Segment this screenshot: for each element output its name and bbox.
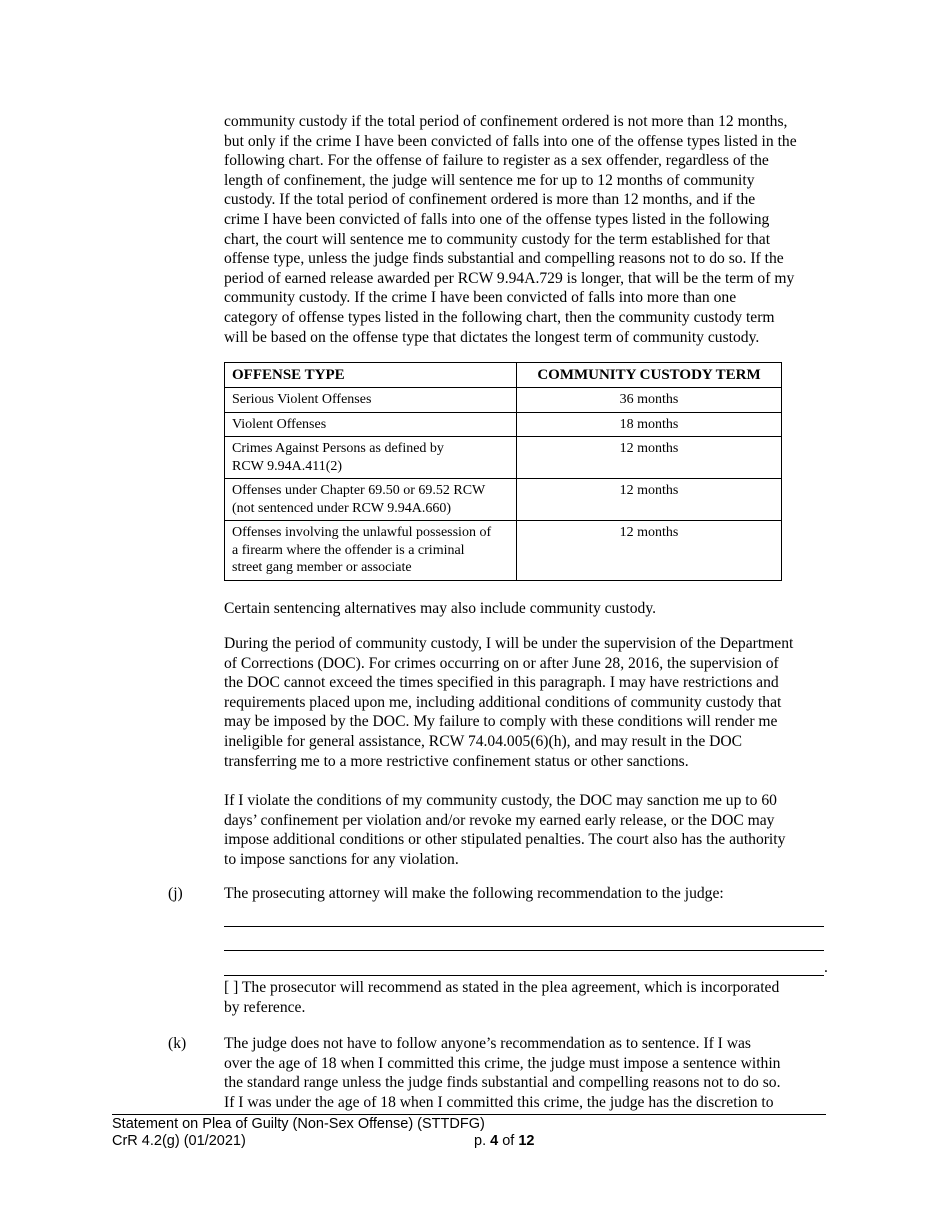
offense-line: (not sentenced under RCW 9.94A.660)	[232, 500, 452, 516]
text-line: community custody. If the crime I have been convicted of falls into more than one	[224, 289, 737, 307]
line-end-period: .	[824, 959, 828, 976]
offense-line: Offenses involving the unlawful possession of	[232, 525, 492, 540]
text-line: the DOC cannot exceed the times specified in this paragraph. I may have restrictions and	[224, 674, 779, 692]
term-cell: 12 months	[517, 521, 782, 581]
footer-form-code: CrR 4.2(g) (01/2021)	[112, 1133, 246, 1149]
term-cell: 12 months	[517, 479, 782, 521]
text-line: by reference.	[224, 998, 306, 1016]
offense-line: Serious Violent Offenses	[232, 392, 372, 407]
offense-line: street gang member or associate	[232, 560, 412, 575]
offense-cell	[225, 388, 517, 413]
text-line: community custody if the total period of confinement ordered is not more than 12 months,	[224, 113, 788, 130]
offense-line: a firearm where the offender is a criminal	[232, 542, 465, 558]
text-line: to impose sanctions for any violation.	[224, 850, 459, 868]
text-line: If I was under the age of 18 when I committed this crime, the judge has the discretion to	[224, 1093, 774, 1111]
text-line: During the period of community custody, I will be under the supervision of the Department	[224, 635, 794, 652]
text-line: ineligible for general assistance, RCW 74.04.005(6)(h), and may result in the DOC	[224, 732, 743, 750]
offense-line: Crimes Against Persons as defined by	[232, 441, 444, 456]
page-total: 12	[518, 1133, 535, 1149]
page-number	[474, 1133, 535, 1149]
community-custody-table	[224, 362, 782, 581]
text-line: of Corrections (DOC). For crimes occurring on or after June 28, 2016, the supervision of	[224, 654, 779, 672]
offense-type-header: OFFENSE TYPE	[225, 363, 517, 388]
offense-line: Violent Offenses	[232, 416, 327, 432]
text-line: The judge does not have to follow anyone’s recommendation as to sentence. If I was	[224, 1035, 751, 1052]
text-line: custody. If the total period of confinement ordered is more than 12 months, and if the	[224, 191, 756, 209]
text-line: impose additional conditions or other stipulated penalties. The court also has the authority	[224, 831, 786, 849]
community-custody-paragraph	[224, 112, 844, 347]
text-line: days’ confinement per violation and/or revoke my earned early release, or the DOC may	[224, 811, 775, 829]
doc-supervision-paragraph	[224, 634, 844, 771]
term-cell: 18 months	[517, 412, 782, 437]
item-j-text	[224, 884, 844, 904]
offense-cell	[225, 521, 517, 581]
text-line: requirements placed upon me, including additional conditions of community custody that	[224, 693, 782, 711]
page-of: of	[498, 1133, 519, 1149]
table-row	[225, 412, 782, 437]
text-line: If I violate the conditions of my community custody, the DOC may sanction me up to 60	[224, 792, 777, 809]
item-j-label: (j)	[168, 885, 183, 902]
footer-form-title: Statement on Plea of Guilty (Non-Sex Offense) (STTDFG)	[112, 1116, 485, 1132]
text-line: the standard range unless the judge finds substantial and compelling reasons not to do so.	[224, 1074, 781, 1092]
text-line: The prosecuting attorney will make the following recommendation to the judge:	[224, 885, 724, 902]
offense-cell	[225, 437, 517, 479]
footer-divider	[112, 1114, 826, 1115]
table-row	[225, 479, 782, 521]
text-line: period of earned release awarded per RCW 9.94A.729 is longer, that will be the term of my	[224, 269, 795, 287]
violation-sanctions-paragraph	[224, 791, 844, 869]
recommendation-line-1[interactable]	[224, 926, 824, 927]
table-row	[225, 388, 782, 413]
offense-line: RCW 9.94A.411(2)	[232, 458, 343, 474]
item-k-text	[224, 1034, 844, 1112]
item-k-label: (k)	[168, 1035, 187, 1052]
term-cell: 36 months	[517, 388, 782, 413]
text-line: may be imposed by the DOC. My failure to comply with these conditions will render me	[224, 713, 778, 731]
recommendation-line-3[interactable]	[224, 975, 824, 976]
offense-line: Offenses under Chapter 69.50 or 69.52 RCW	[232, 483, 486, 498]
term-cell: 12 months	[517, 437, 782, 479]
page-current: 4	[490, 1133, 499, 1149]
text-line: transferring me to a more restrictive confinement status or other sanctions.	[224, 752, 689, 770]
text-line: crime I have been convicted of falls into one of the offense types listed in the following	[224, 210, 770, 228]
sentencing-alternatives-paragraph	[224, 599, 844, 619]
page-prefix: p.	[474, 1133, 491, 1149]
text-line: will be based on the offense type that dictates the longest term of community custody.	[224, 328, 760, 346]
table-header-row	[225, 363, 782, 388]
text-line: offense type, unless the judge finds substantial and compelling reasons not to do so. If the	[224, 250, 784, 268]
recommendation-line-2[interactable]	[224, 950, 824, 951]
text-line: chart, the court will sentence me to community custody for the term established for that	[224, 230, 771, 248]
table-row	[225, 521, 782, 581]
text-line: [ ] The prosecutor will recommend as stated in the plea agreement, which is incorporated	[224, 979, 780, 996]
text-line: length of confinement, the judge will sentence me for up to 12 months of community	[224, 171, 755, 189]
text-line: Certain sentencing alternatives may also include community custody.	[224, 600, 657, 617]
custody-term-header: COMMUNITY CUSTODY TERM	[517, 363, 782, 388]
text-line: category of offense types listed in the following chart, then the community custody term	[224, 308, 775, 326]
text-line: over the age of 18 when I committed this crime, the judge must impose a sentence within	[224, 1054, 781, 1072]
offense-cell	[225, 412, 517, 437]
plea-agreement-checkbox-text[interactable]	[224, 978, 844, 1017]
text-line: but only if the crime I have been convicted of falls into one of the offense types listed in the	[224, 132, 797, 150]
table-row	[225, 437, 782, 479]
offense-cell	[225, 479, 517, 521]
text-line: following chart. For the offense of failure to register as a sex offender, regardless of the	[224, 152, 769, 170]
